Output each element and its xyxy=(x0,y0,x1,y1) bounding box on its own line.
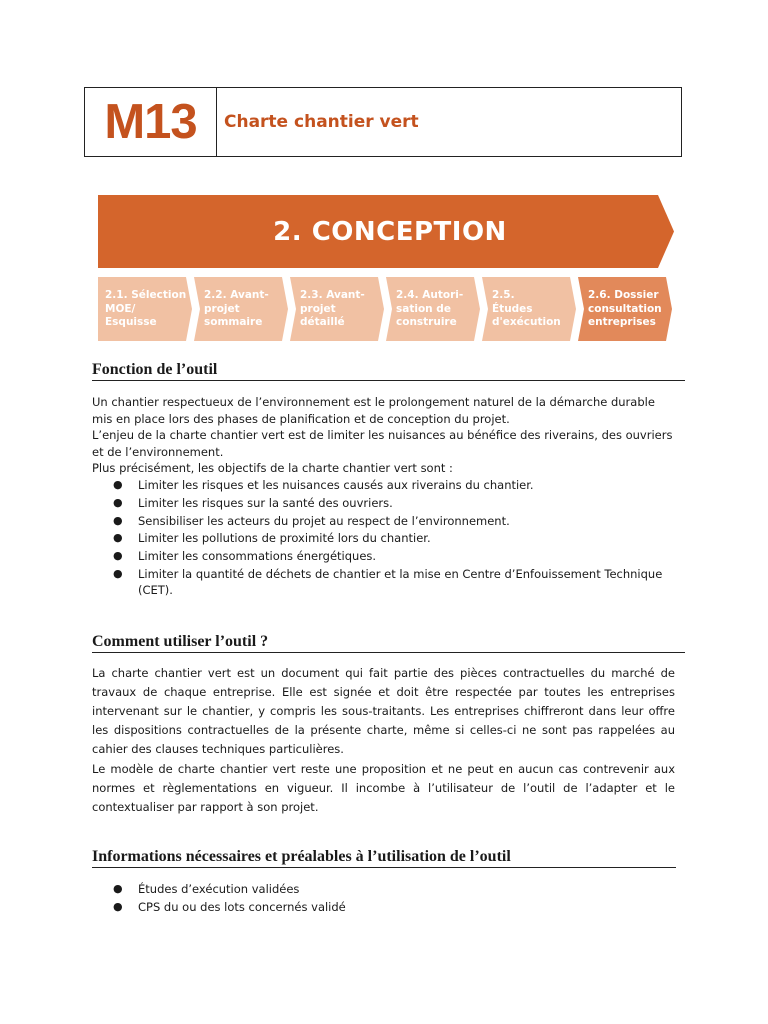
fonction-paragraph-1: Un chantier respectueux de l’environnement est le prolongement naturel de la démarche durable mis en place lors des phases de planification et de conception du projet. xyxy=(92,395,655,426)
fonction-paragraph-2: L’enjeu de la charte chantier vert est de limiter les nuisances au bénéfice des riverains, des ouvriers et de l’environnement. xyxy=(92,428,673,459)
phase-step-1 xyxy=(98,277,194,341)
list-item-text: Limiter les consommations énergétiques. xyxy=(138,549,377,564)
list-item-text: Sensibiliser les acteurs du projet au respect de l’environnement. xyxy=(138,513,510,528)
prerequisites-list xyxy=(92,881,675,917)
phase-step-label: 2.4. Autori- sation de construire xyxy=(396,289,464,328)
phase-step-5 xyxy=(482,277,578,341)
phase-step-label: 2.5. Études d'exécution xyxy=(492,289,561,328)
section-heading-infos: Informations nécessaires et préalables à l’utilisation de l’outil xyxy=(92,848,676,868)
bullet-icon: ● xyxy=(113,513,123,527)
list-item-text: Limiter les risques sur la santé des ouvriers. xyxy=(138,495,393,510)
bullet-icon: ● xyxy=(113,531,123,545)
bullet-icon: ● xyxy=(113,899,123,913)
fonction-paragraph-3: Plus précisément, les objectifs de la charte chantier vert sont : xyxy=(92,461,453,475)
phase-step-label: 2.2. Avant- projet sommaire xyxy=(204,289,269,328)
usage-paragraph-1: La charte chantier vert est un document qui fait partie des pièces contractuelles du marché de travaux de chaque entreprise. Elle est signée et doit être respectée par toutes les entreprises intervenant sur le chantier, y compris les sous-traitants. Les entreprises chiffreront dans leur offre les dispositions contractuelles de la présente charte, même si celles-ci ne sont pas rappelées au cahier des clauses techniques particulières. xyxy=(92,666,675,756)
phase-steps xyxy=(98,277,674,341)
document-header xyxy=(84,87,682,157)
section-heading-usage: Comment utiliser l’outil ? xyxy=(92,633,685,653)
phase-title: 2. CONCEPTION xyxy=(273,216,507,247)
module-code: M13 xyxy=(85,88,217,156)
list-item xyxy=(92,477,675,493)
list-item-text: Limiter les pollutions de proximité lors du chantier. xyxy=(138,531,431,546)
list-item xyxy=(92,530,675,546)
section-heading-fonction: Fonction de l’outil xyxy=(92,361,685,381)
list-item xyxy=(92,899,675,915)
list-item-text: Limiter les risques et les nuisances causés aux riverains du chantier. xyxy=(138,478,534,492)
bullet-icon: ● xyxy=(113,549,123,563)
phase-step-label: 2.3. Avant- projet détaillé xyxy=(300,289,365,328)
phase-step-4 xyxy=(386,277,482,341)
objectives-list xyxy=(92,477,675,600)
list-item xyxy=(92,495,675,511)
phase-banner xyxy=(98,195,674,268)
list-item-text: Limiter la quantité de déchets de chantier et la mise en Centre d’Enfouissement Technique (CET). xyxy=(138,566,663,597)
phase-step-6 xyxy=(578,277,674,341)
list-item-text: CPS du ou des lots concernés validé xyxy=(138,899,346,914)
phase-step-label: 2.1. Sélection MOE/ Esquisse xyxy=(105,289,187,328)
module-title: Charte chantier vert xyxy=(224,112,419,132)
list-item xyxy=(92,548,675,564)
usage-paragraph-2: Le modèle de charte chantier vert reste une proposition et ne peut en aucun cas contrevenir aux normes et règlementations en vigueur. Il incombe à l’utilisateur de l’outil de l’adapter et le contextualiser par rapport à son projet. xyxy=(92,762,675,814)
list-item-text: Études d’exécution validées xyxy=(138,882,300,896)
bullet-icon: ● xyxy=(113,478,123,491)
phase-step-2 xyxy=(194,277,290,341)
bullet-icon: ● xyxy=(113,882,123,895)
phase-step-3 xyxy=(290,277,386,341)
bullet-icon: ● xyxy=(113,495,123,509)
list-item xyxy=(92,513,675,529)
phase-step-label: 2.6. Dossier consultation entreprises xyxy=(588,289,662,328)
list-item xyxy=(92,881,675,897)
bullet-icon: ● xyxy=(113,566,123,580)
list-item xyxy=(92,566,675,598)
